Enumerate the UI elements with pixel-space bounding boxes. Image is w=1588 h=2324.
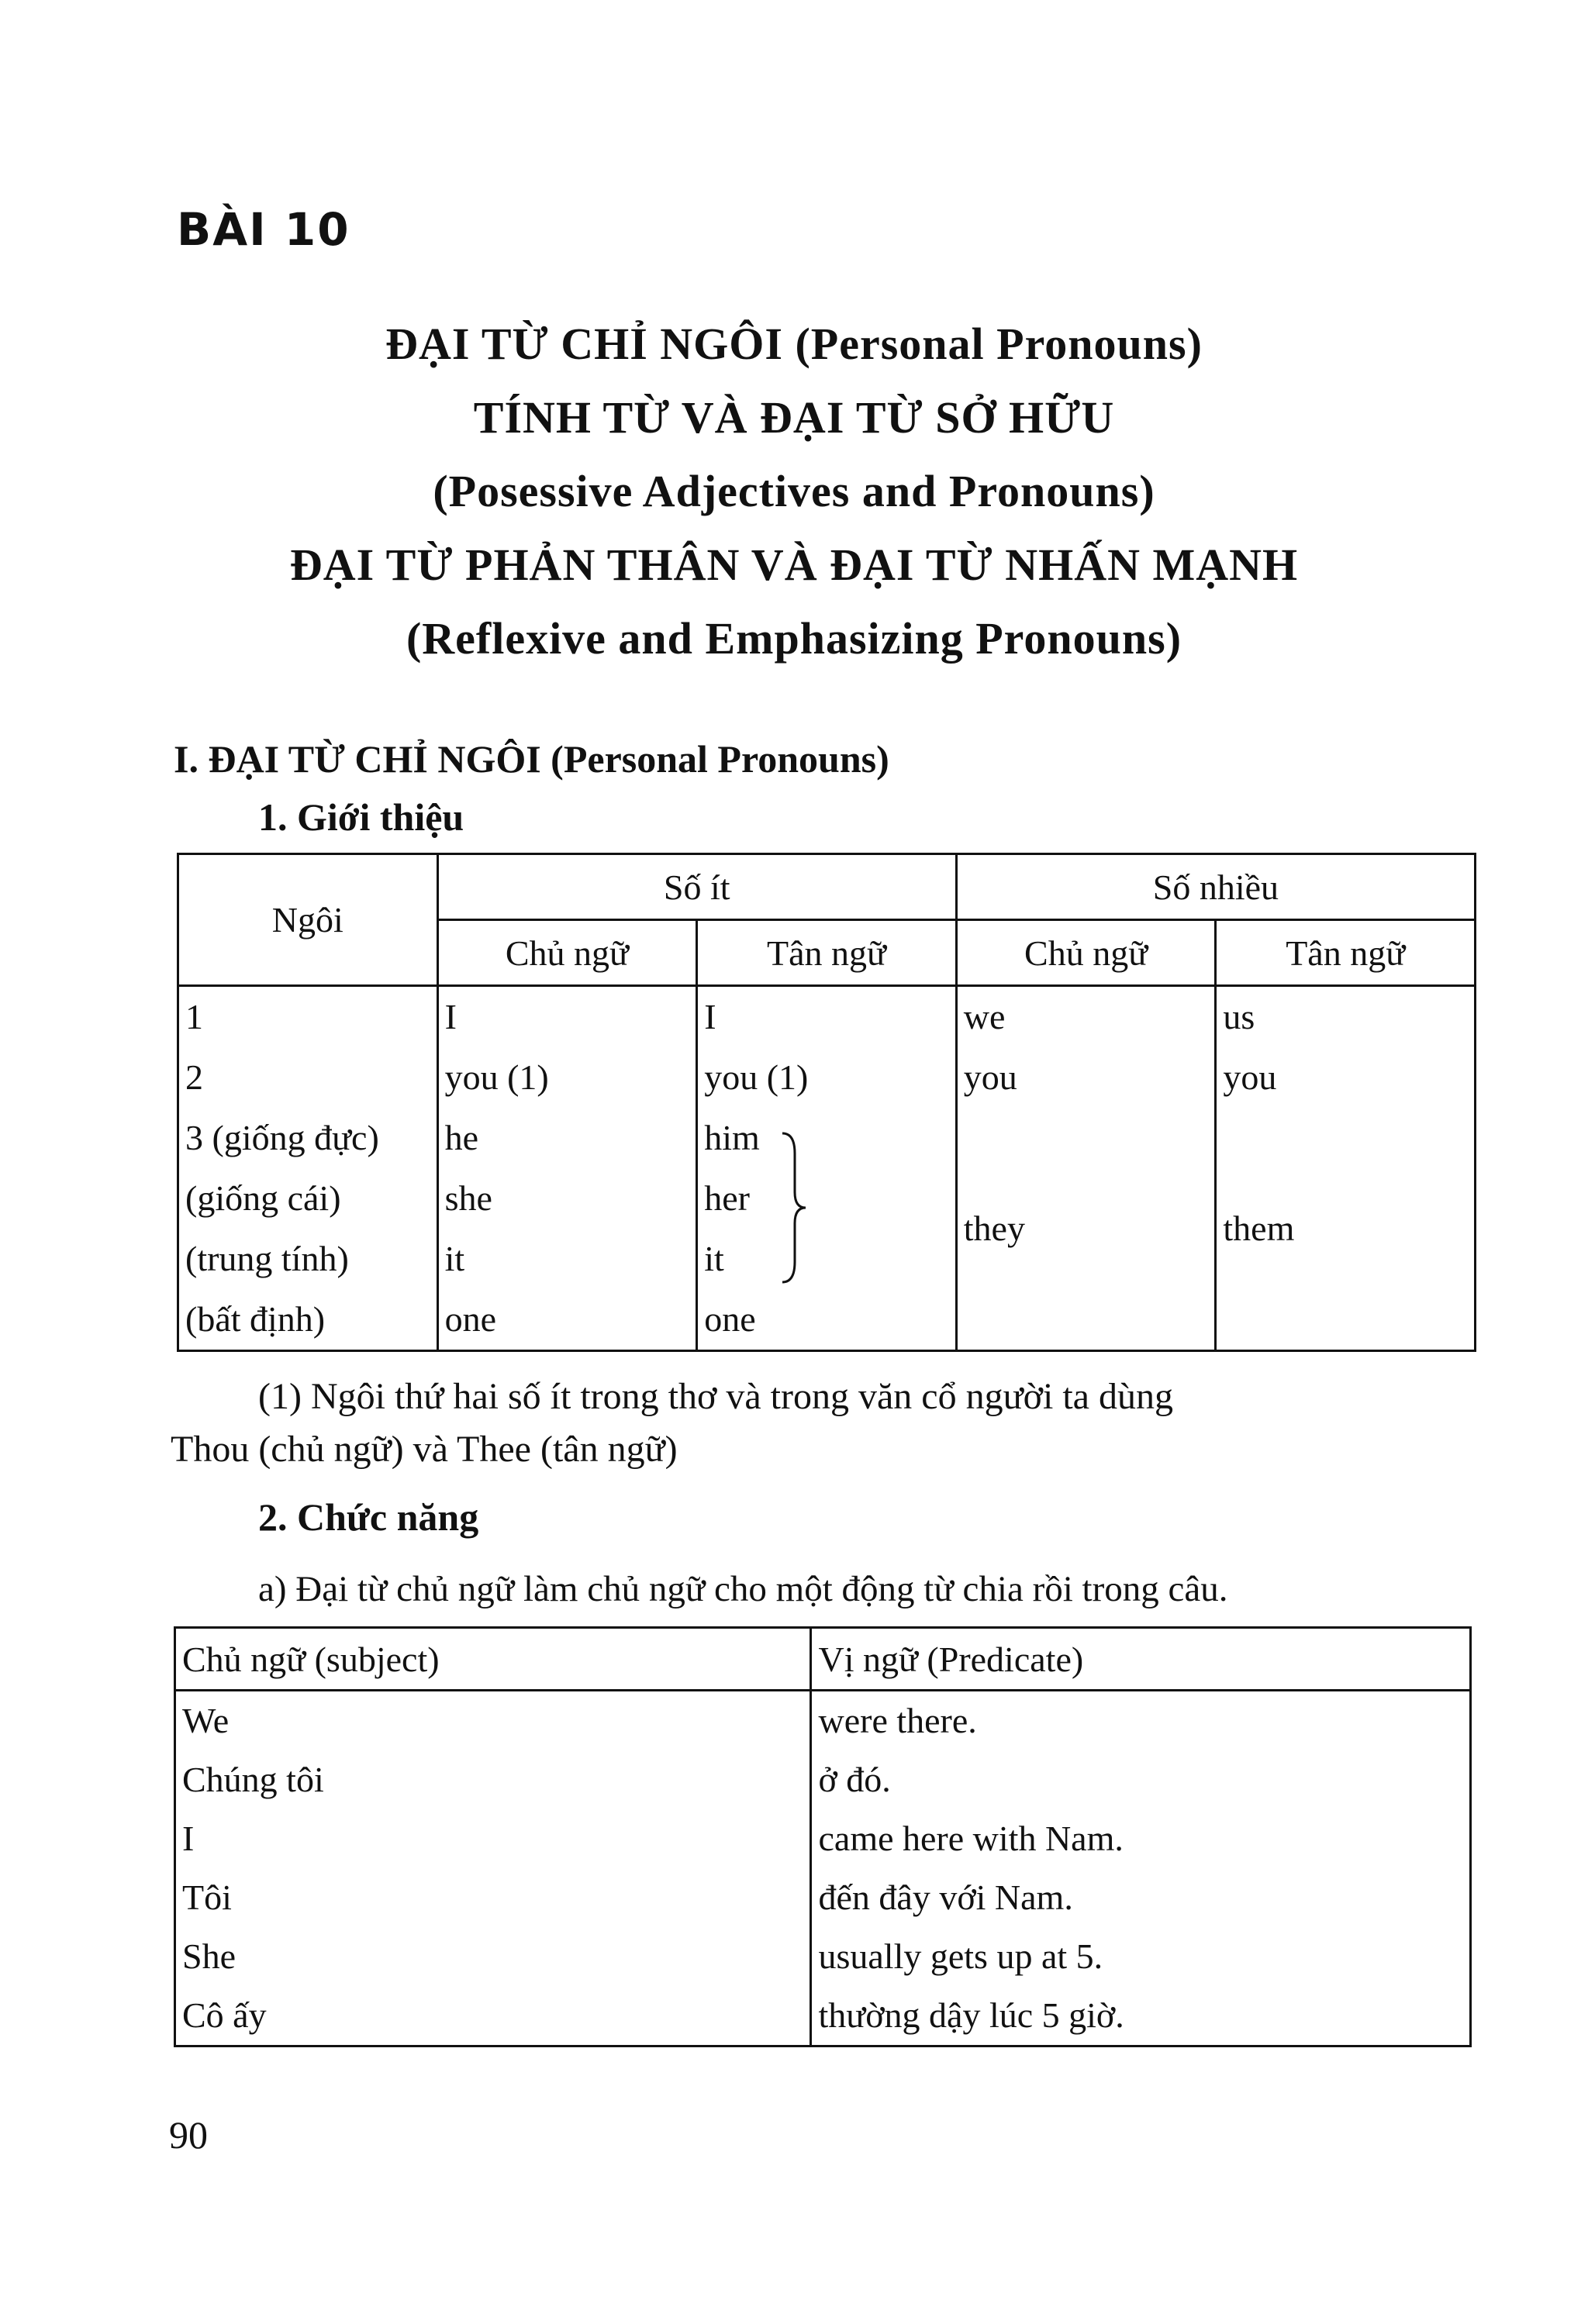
table-row (175, 1927, 1471, 1986)
header-person: Ngôi (178, 854, 438, 986)
cell-sing-obj: it (697, 1229, 957, 1289)
heading-possessive-en: (Posessive Adjectives and Pronouns) (433, 466, 1155, 516)
cell-person: 3 (giống đực) (178, 1108, 438, 1168)
cell-person: (trung tính) (178, 1229, 438, 1289)
footnote-continued: Thou (chủ ngữ) và Thee (tân ngữ) (171, 1429, 678, 1470)
heading-personal-pronouns: ĐẠI TỪ CHỈ NGÔI (Personal Pronouns) (385, 319, 1203, 369)
section-title: I. ĐẠI TỪ CHỈ NGÔI (Personal Pronouns) (174, 737, 889, 781)
table-row (175, 1809, 1471, 1868)
cell-predicate: came here with Nam. (811, 1809, 1471, 1868)
table-row (178, 986, 1476, 1048)
cell-sing-obj: him (697, 1108, 957, 1168)
table-row (175, 1750, 1471, 1809)
page-number: 90 (169, 2113, 208, 2157)
footnote: (1) Ngôi thứ hai số ít trong thơ và trong văn cổ người ta dùng (258, 1376, 1173, 1417)
header-singular-object: Tân ngữ (697, 920, 957, 986)
cell-person: 1 (178, 986, 438, 1048)
heading-reflexive: ĐẠI TỪ PHẢN THÂN VÀ ĐẠI TỪ NHẤN MẠNH (289, 540, 1299, 590)
cell-predicate: ở đó. (811, 1750, 1471, 1809)
table-row (175, 1986, 1471, 2046)
subsection-intro: 1. Giới thiệu (258, 795, 464, 839)
heading-possessive: TÍNH TỪ VÀ ĐẠI TỪ SỞ HỮU (473, 392, 1115, 443)
cell-sing-subj: he (437, 1108, 697, 1168)
header-subject: Chủ ngữ (subject) (175, 1628, 811, 1691)
header-singular: Số ít (437, 854, 956, 920)
cell-sing-obj: I (697, 986, 957, 1048)
header-predicate: Vị ngữ (Predicate) (811, 1628, 1471, 1691)
table-row (178, 1108, 1476, 1168)
cell-sing-subj: one (437, 1289, 697, 1351)
brace-icon (779, 1130, 810, 1285)
pronoun-table (177, 853, 1476, 1352)
cell-subject: Tôi (175, 1868, 811, 1927)
cell-predicate: thường dậy lúc 5 giờ. (811, 1986, 1471, 2046)
cell-plur-subj-they: they (956, 1108, 1216, 1351)
cell-plur-obj: us (1216, 986, 1476, 1048)
cell-subject: We (175, 1691, 811, 1751)
cell-sing-obj: one (697, 1289, 957, 1351)
cell-person: (bất định) (178, 1289, 438, 1351)
table-row (175, 1691, 1471, 1751)
cell-plur-obj-them: them (1216, 1108, 1476, 1351)
cell-person: (giống cái) (178, 1168, 438, 1229)
cell-subject: I (175, 1809, 811, 1868)
cell-predicate: đến đây với Nam. (811, 1868, 1471, 1927)
cell-sing-subj: it (437, 1229, 697, 1289)
cell-predicate: were there. (811, 1691, 1471, 1751)
table-row (178, 1047, 1476, 1108)
point-a: a) Đại từ chủ ngữ làm chủ ngữ cho một động từ chia rồi trong câu. (258, 1569, 1228, 1609)
subsection-function: 2. Chức năng (258, 1495, 479, 1539)
table-row (175, 1868, 1471, 1927)
header-plural-object: Tân ngữ (1216, 920, 1476, 986)
cell-sing-subj: you (1) (437, 1047, 697, 1108)
cell-predicate: usually gets up at 5. (811, 1927, 1471, 1986)
cell-sing-subj: I (437, 986, 697, 1048)
subject-predicate-table (174, 1626, 1472, 2047)
cell-subject: Cô ấy (175, 1986, 811, 2046)
header-singular-subject: Chủ ngữ (437, 920, 697, 986)
header-plural-subject: Chủ ngữ (956, 920, 1216, 986)
heading-reflexive-en: (Reflexive and Emphasizing Pronouns) (406, 613, 1182, 664)
cell-person: 2 (178, 1047, 438, 1108)
header-plural: Số nhiều (956, 854, 1475, 920)
cell-subject: She (175, 1927, 811, 1986)
cell-plur-subj: we (956, 986, 1216, 1048)
cell-subject: Chúng tôi (175, 1750, 811, 1809)
cell-plur-obj: you (1216, 1047, 1476, 1108)
cell-sing-subj: she (437, 1168, 697, 1229)
lesson-label: BÀI 10 (177, 203, 350, 256)
cell-sing-obj: her (697, 1168, 957, 1229)
cell-plur-subj: you (956, 1047, 1216, 1108)
cell-sing-obj: you (1) (697, 1047, 957, 1108)
